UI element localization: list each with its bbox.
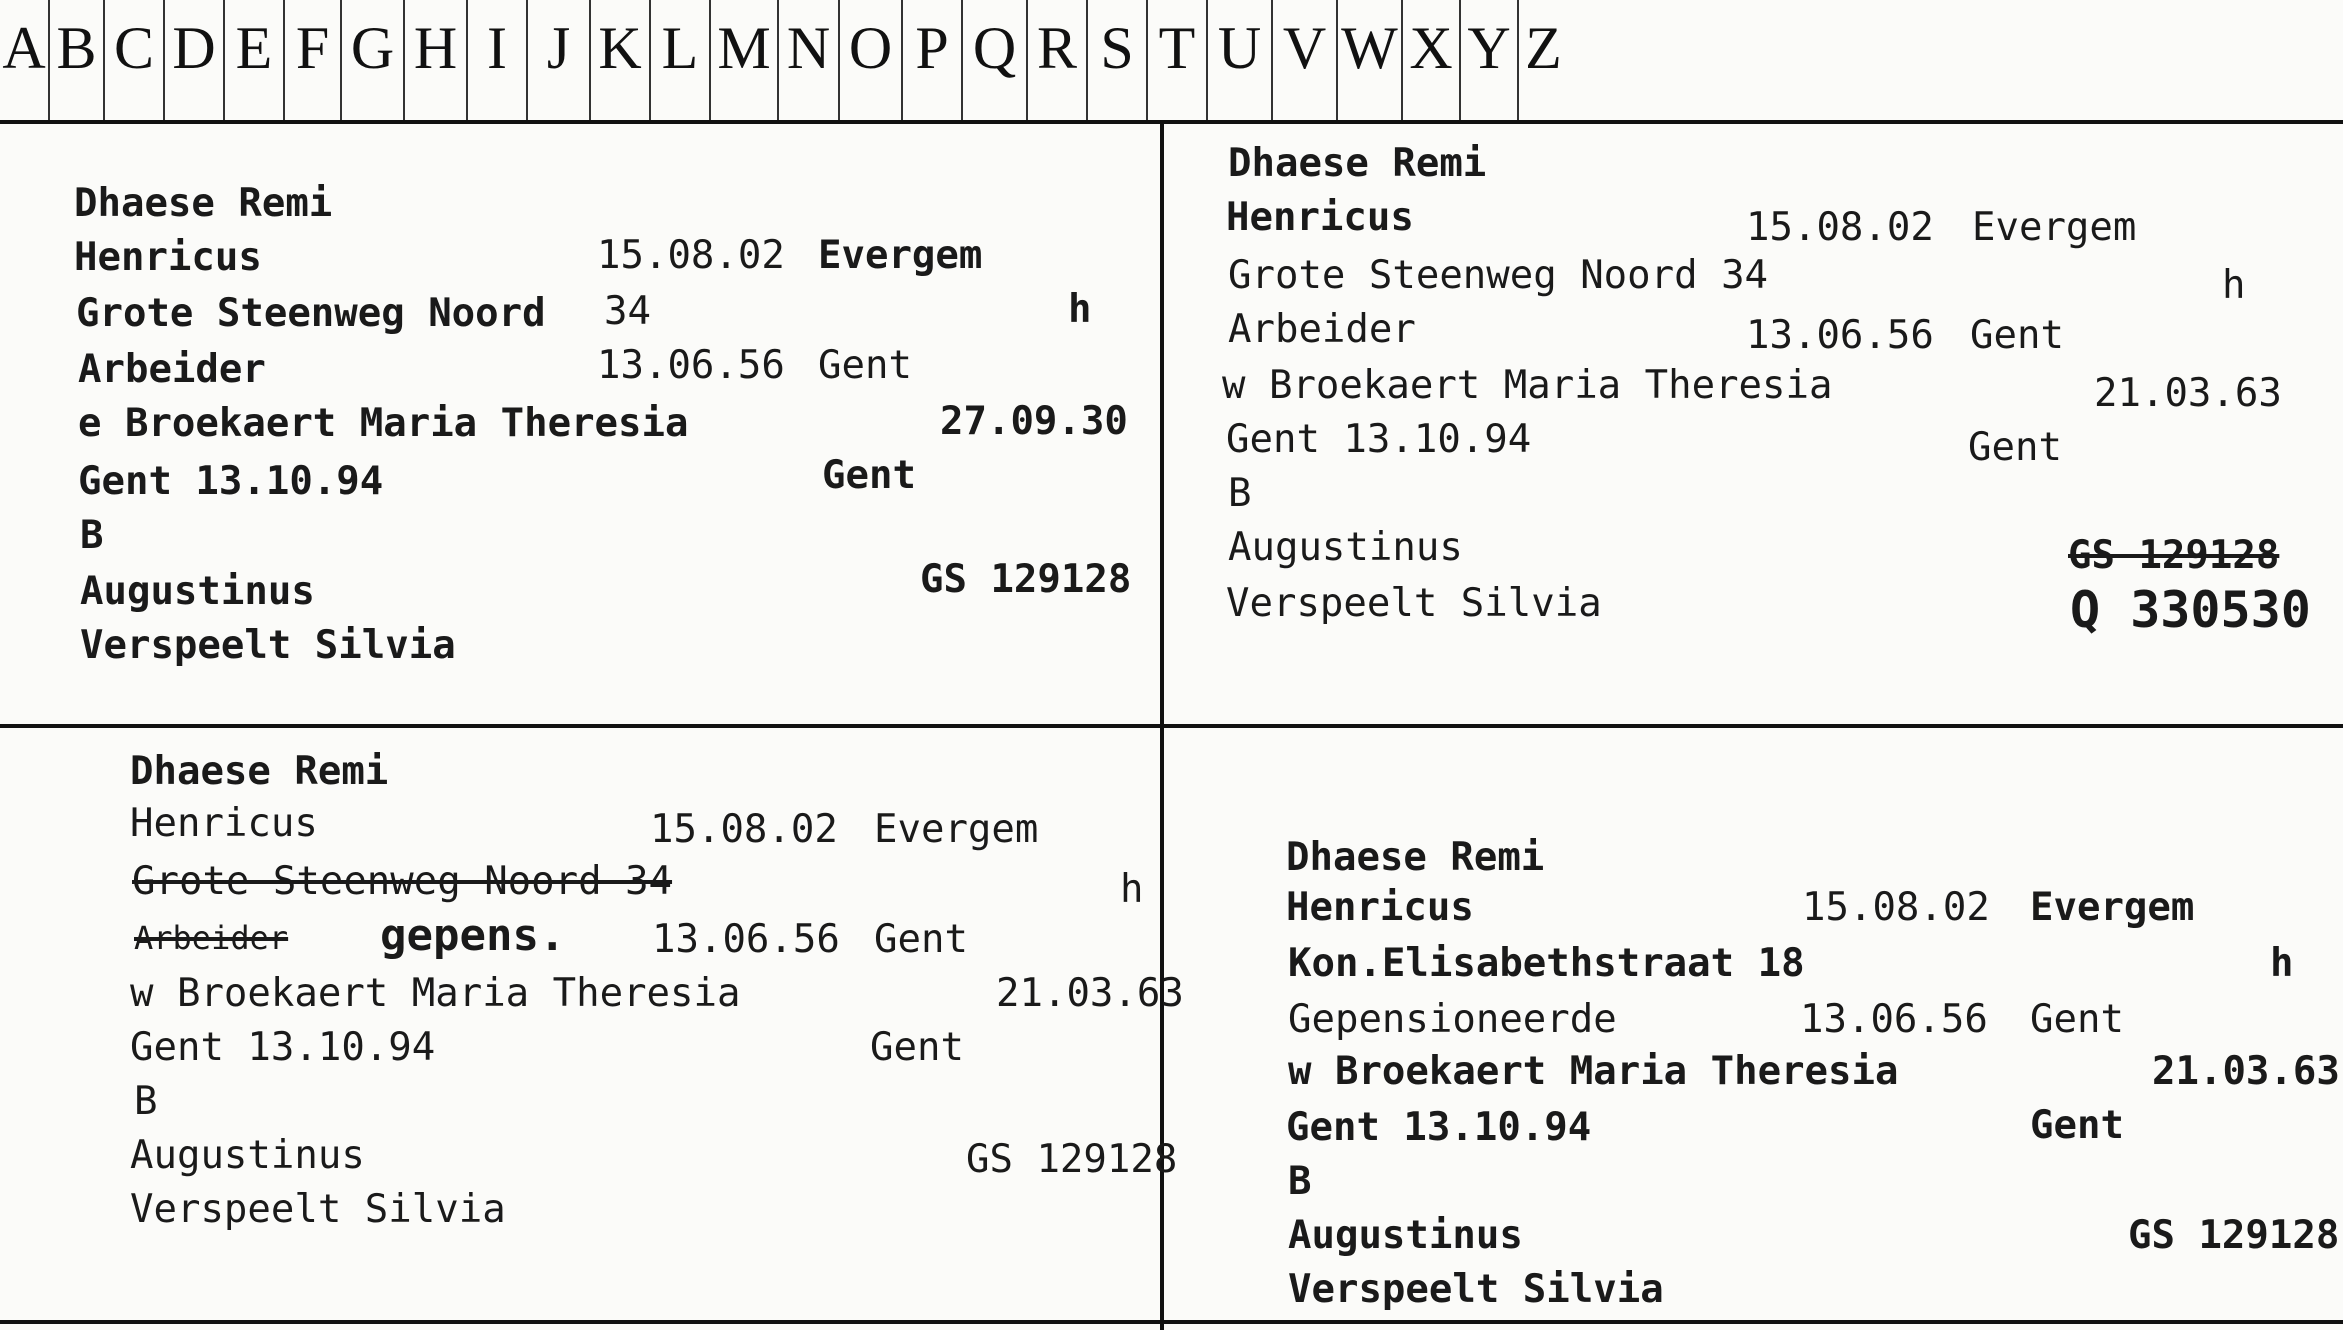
index-letter-cell	[1148, 0, 1208, 120]
spouse-place: Gent	[2030, 1103, 2124, 1148]
index-letter-cell	[0, 0, 50, 120]
surname: Dhaese Remi	[1228, 141, 1487, 186]
index-letter: Y	[1467, 15, 1511, 81]
birth-date: 15.08.02	[1746, 205, 1934, 250]
spouse-place: Gent	[1968, 425, 2062, 470]
mother-name: Verspeelt Silvia	[130, 1187, 506, 1232]
house-number: 34	[604, 289, 651, 334]
index-letter: N	[786, 15, 831, 81]
index-letter: H	[413, 15, 458, 81]
address: Kon.Elisabethstraat 18	[1288, 941, 1805, 986]
address: Grote Steenweg Noord 34	[1228, 253, 1769, 298]
alphabet-index-bar	[0, 0, 2343, 124]
spouse-birth: Gent 13.10.94	[1226, 417, 1532, 462]
index-letter-cell	[285, 0, 342, 120]
index-letter: G	[350, 15, 395, 81]
h-mark: h	[2222, 263, 2246, 308]
index-letter-cell	[1208, 0, 1273, 120]
index-letter-cell	[225, 0, 285, 120]
spouse: w Broekaert Maria Theresia	[1222, 363, 1833, 408]
index-letter-cell	[711, 0, 779, 120]
file-code-struck: GS 129128	[2068, 533, 2280, 578]
spouse-date: 21.03.63	[996, 971, 1184, 1016]
occupation: Arbeider	[1228, 307, 1416, 352]
index-letter-cell	[1338, 0, 1403, 120]
birth-date: 15.08.02	[1802, 885, 1990, 930]
registration-place: Gent	[874, 917, 968, 962]
index-letter: E	[235, 15, 273, 81]
index-letter-cell	[1403, 0, 1461, 120]
file-code: GS 129128	[2128, 1213, 2340, 1258]
occupation-new: gepens.	[380, 910, 566, 961]
registration-place: Gent	[1970, 313, 2064, 358]
index-letter: L	[661, 15, 699, 81]
registration-place: Gent	[818, 343, 912, 388]
mother-name: Verspeelt Silvia	[80, 623, 456, 668]
spouse-date: 27.09.30	[940, 399, 1128, 444]
index-letter-cell	[1088, 0, 1148, 120]
spouse-date: 21.03.63	[2094, 371, 2282, 416]
spouse: w Broekaert Maria Theresia	[1288, 1049, 1899, 1094]
index-letter: J	[546, 15, 571, 81]
registration-date: 13.06.56	[652, 917, 840, 962]
birth-place: Evergem	[1972, 205, 2137, 250]
index-letter: K	[598, 15, 642, 81]
index-letter-cell	[165, 0, 225, 120]
mother-name: Verspeelt Silvia	[1226, 581, 1602, 626]
letter-code: B	[1288, 1159, 1312, 1204]
index-letter: D	[172, 15, 216, 81]
index-letter: V	[1282, 15, 1327, 81]
registration-date: 13.06.56	[597, 343, 785, 388]
index-letter-cell	[840, 0, 903, 120]
spouse-birth: Gent 13.10.94	[78, 459, 384, 504]
spouse-birth: Gent 13.10.94	[1286, 1105, 1592, 1150]
index-letter: C	[113, 15, 155, 81]
index-letter: I	[487, 15, 507, 81]
index-letter: W	[1341, 15, 1398, 81]
surname: Dhaese Remi	[1286, 835, 1545, 880]
spouse-place: Gent	[822, 453, 916, 498]
index-letter-cell	[405, 0, 468, 120]
birth-place: Evergem	[818, 233, 983, 278]
registration-date: 13.06.56	[1746, 313, 1934, 358]
index-letter-cell	[903, 0, 963, 120]
index-letter-cell	[1273, 0, 1338, 120]
mother-name: Verspeelt Silvia	[1288, 1267, 1664, 1312]
h-mark: h	[1068, 287, 1092, 332]
index-letter: U	[1217, 15, 1262, 81]
parent-name: Augustinus	[80, 569, 315, 614]
index-letter: Q	[972, 15, 1017, 81]
index-letter: S	[1100, 15, 1134, 81]
index-letter-cell	[651, 0, 711, 120]
index-letter: R	[1036, 15, 1078, 81]
address-struck: Grote Steenweg Noord 34	[132, 859, 673, 904]
parent-name: Augustinus	[130, 1133, 365, 1178]
birth-place: Evergem	[874, 807, 1039, 852]
index-letter-cell	[105, 0, 165, 120]
index-letter-cell	[1519, 0, 1568, 120]
file-code: GS 129128	[966, 1137, 1178, 1182]
index-letter: Z	[1525, 15, 1562, 81]
letter-code: B	[80, 513, 104, 558]
spouse-date: 21.03.63	[2152, 1049, 2340, 1094]
occupation: Gepensioneerde	[1288, 997, 1617, 1042]
occupation: Arbeider	[78, 347, 266, 392]
index-letter: X	[1409, 15, 1453, 81]
index-letter-cell	[779, 0, 840, 120]
birth-date: 15.08.02	[597, 233, 785, 278]
index-letter: P	[915, 15, 949, 81]
surname: Dhaese Remi	[74, 181, 333, 226]
index-letter-cell	[1461, 0, 1519, 120]
spouse: w Broekaert Maria Theresia	[130, 971, 741, 1016]
spouse-birth: Gent 13.10.94	[130, 1025, 436, 1070]
index-letter: F	[295, 15, 330, 81]
index-letter: T	[1158, 15, 1196, 81]
card-divider-horizontal	[0, 724, 2343, 728]
index-letter-cell	[468, 0, 528, 120]
index-letter: B	[56, 15, 97, 81]
file-code-new: Q 330530	[2070, 581, 2311, 639]
occupation-struck: Arbeider	[134, 919, 289, 957]
parent-name: Augustinus	[1228, 525, 1463, 570]
h-mark: h	[1120, 867, 1144, 912]
parent-name: Augustinus	[1288, 1213, 1523, 1258]
card-divider-bottom	[0, 1320, 2343, 1324]
registration-place: Gent	[2030, 997, 2124, 1042]
surname: Dhaese Remi	[130, 749, 389, 794]
index-letter-cell	[528, 0, 591, 120]
firstname: Henricus	[1226, 195, 1414, 240]
spouse-place: Gent	[870, 1025, 964, 1070]
birth-date: 15.08.02	[650, 807, 838, 852]
spouse: e Broekaert Maria Theresia	[78, 401, 689, 446]
index-letter-cell	[342, 0, 405, 120]
firstname: Henricus	[130, 801, 318, 846]
index-letter: M	[717, 15, 771, 81]
firstname: Henricus	[1286, 885, 1474, 930]
index-letter-cell	[1028, 0, 1088, 120]
address: Grote Steenweg Noord	[76, 291, 546, 336]
index-letter-cell	[963, 0, 1028, 120]
registration-date: 13.06.56	[1800, 997, 1988, 1042]
index-letter: A	[2, 15, 46, 81]
birth-place: Evergem	[2030, 885, 2195, 930]
index-letter-cell	[50, 0, 105, 120]
index-letter-cell	[591, 0, 651, 120]
file-code: GS 129128	[920, 557, 1132, 602]
index-letter: O	[848, 15, 893, 81]
letter-code: B	[1228, 471, 1252, 516]
letter-code: B	[134, 1079, 158, 1124]
h-mark: h	[2270, 941, 2294, 986]
firstname: Henricus	[74, 235, 262, 280]
